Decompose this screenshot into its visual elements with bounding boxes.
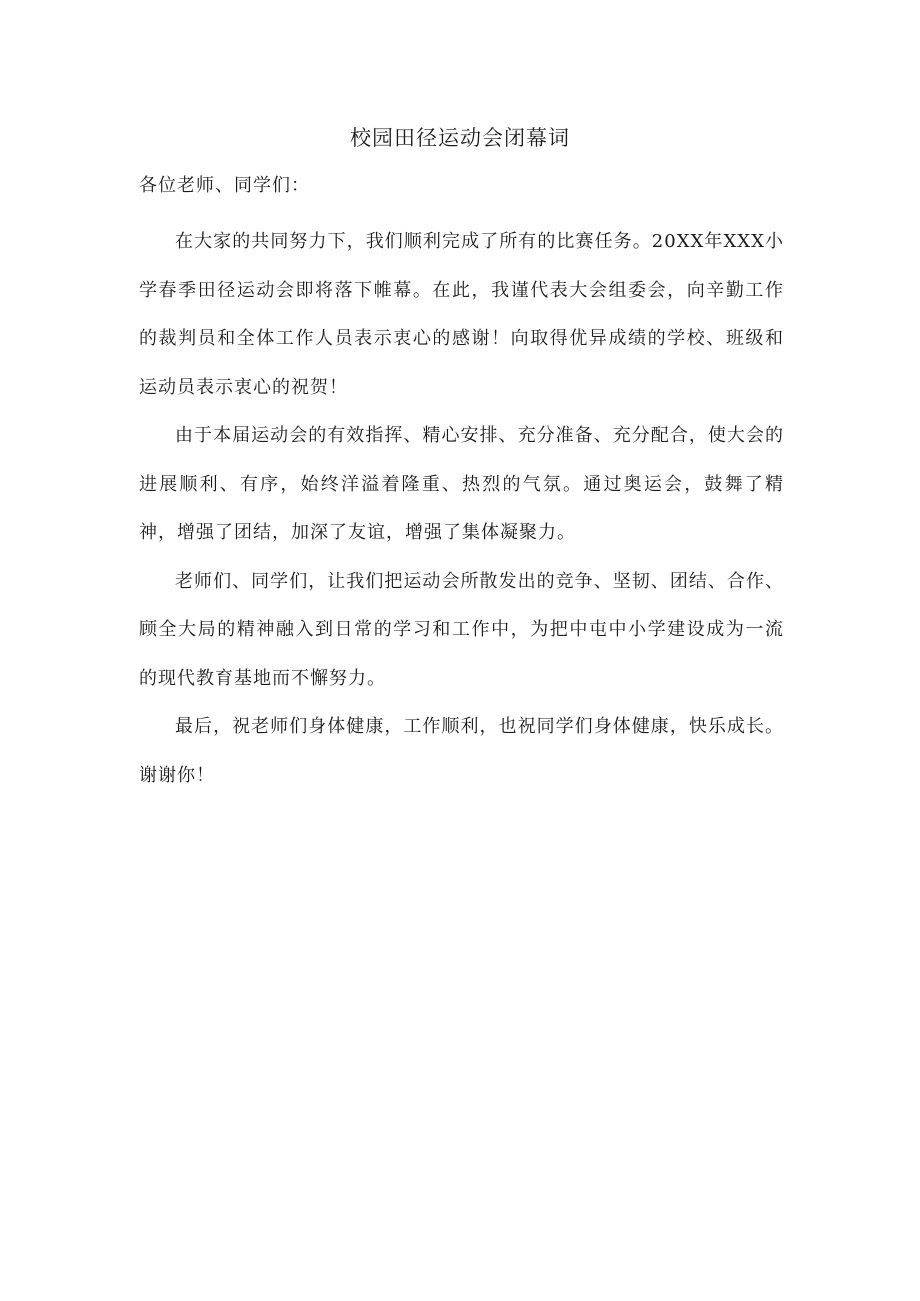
paragraph-2: 由于本届运动会的有效指挥、精心安排、充分准备、充分配合，使大会的进展顺利、有序，始终洋溢着隆重、热烈的气氛。通过奥运会，鼓舞了精神，增强了团结，加深了友谊，增强了集体凝聚力。 <box>139 425 784 543</box>
document-title: 校园田径运动会闭幕词 <box>350 126 570 150</box>
document-body <box>139 218 784 800</box>
paragraph-3: 老师们、同学们，让我们把运动会所散发出的竞争、坚韧、团结、合作、顾全大局的精神融入到日常的学习和工作中，为把中屯中小学建设成为一流的现代教育基地而不懈努力。 <box>139 570 784 689</box>
paragraph-1: 在大家的共同努力下，我们顺利完成了所有的比赛任务。20XX年XXX小学春季田径运动会即将落下帷幕。在此，我谨代表大会组委会，向辛勤工作的裁判员和全体工作人员表示衷心的感谢！向取得优异成绩的学校、班级和运动员表示衷心的祝贺！ <box>139 231 784 398</box>
paragraph-4: 最后，祝老师们身体健康，工作顺利，也祝同学们身体健康，快乐成长。谢谢你！ <box>139 716 784 786</box>
salutation: 各位老师、同学们： <box>139 175 310 196</box>
